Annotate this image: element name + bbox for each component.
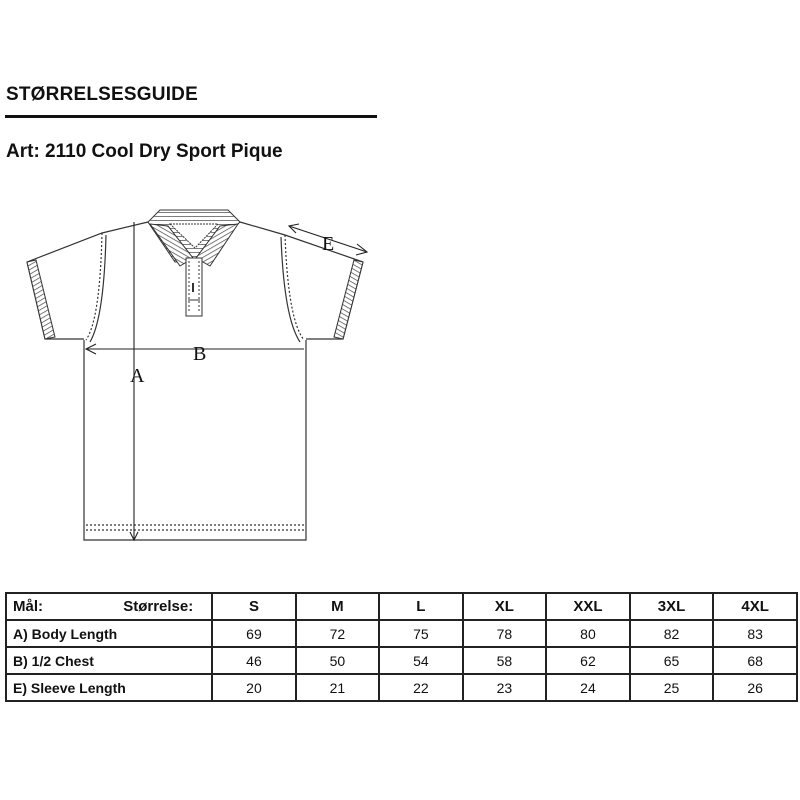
cell-value: 46 (212, 647, 295, 674)
left-sleeve-cuff (27, 260, 55, 339)
label-b: B (193, 343, 207, 365)
table-row (6, 647, 797, 674)
size-header: L (379, 593, 462, 620)
size-header: 3XL (630, 593, 714, 620)
cell-value: 68 (713, 647, 797, 674)
page-title: STØRRELSESGUIDE (6, 84, 198, 105)
size-header: M (296, 593, 379, 620)
cell-value: 20 (212, 674, 295, 701)
cell-value: 25 (630, 674, 714, 701)
cell-value: 21 (296, 674, 379, 701)
size-header: 4XL (713, 593, 797, 620)
row-label: A) Body Length (6, 620, 212, 647)
cell-value: 78 (463, 620, 547, 647)
row-label: B) 1/2 Chest (6, 647, 212, 674)
size-header: S (212, 593, 295, 620)
row-label: E) Sleeve Length (6, 674, 212, 701)
size-header: XL (463, 593, 547, 620)
size-table (5, 592, 798, 702)
right-sleeve-cuff (334, 260, 363, 339)
table-row (6, 620, 797, 647)
cell-value: 24 (546, 674, 630, 701)
label-e: E (322, 233, 335, 255)
table-header-row (6, 593, 797, 620)
cell-value: 58 (463, 647, 547, 674)
table-row (6, 674, 797, 701)
size-header: XXL (546, 593, 630, 620)
cell-value: 23 (463, 674, 547, 701)
cell-value: 75 (379, 620, 462, 647)
cell-value: 83 (713, 620, 797, 647)
label-a: A (130, 365, 145, 387)
corner-header (6, 593, 212, 620)
cell-value: 65 (630, 647, 714, 674)
cell-value: 26 (713, 674, 797, 701)
cell-value: 80 (546, 620, 630, 647)
cell-value: 50 (296, 647, 379, 674)
title-divider (5, 115, 377, 118)
cell-value: 54 (379, 647, 462, 674)
cell-value: 69 (212, 620, 295, 647)
cell-value: 22 (379, 674, 462, 701)
cell-value: 72 (296, 620, 379, 647)
measure-label: Mål: (13, 598, 43, 615)
polo-shirt-diagram (0, 195, 400, 555)
cell-value: 82 (630, 620, 714, 647)
size-label: Størrelse: (123, 598, 194, 615)
cell-value: 62 (546, 647, 630, 674)
placket (186, 258, 202, 316)
article-subtitle: Art: 2110 Cool Dry Sport Pique (6, 141, 283, 162)
